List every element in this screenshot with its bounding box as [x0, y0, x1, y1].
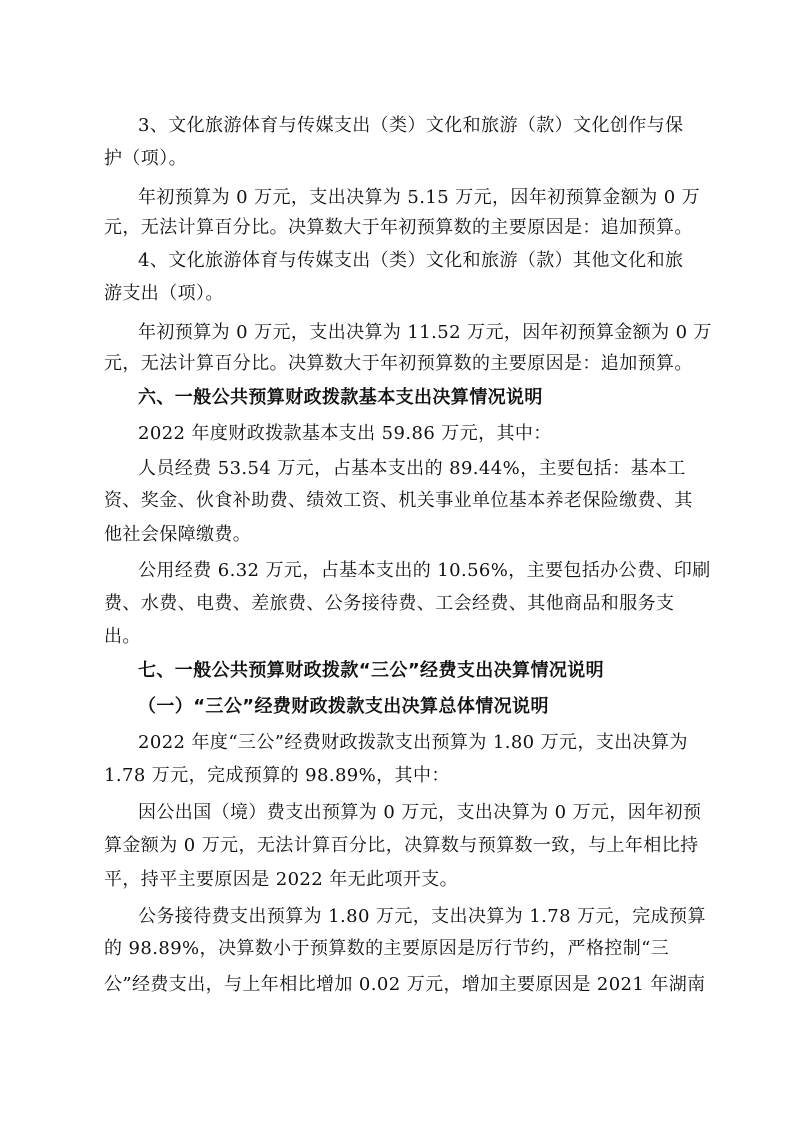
personnel-cost-line-1: 人员经费 53.54 万元，占基本支出的 89.44%，主要包括：基本工: [138, 458, 686, 479]
three-public-summary-line-1: 2022 年度“三公”经费财政拨款支出预算为 1.80 万元，支出决算为: [138, 732, 688, 753]
item-3-body-line-2: 元，无法计算百分比。决算数大于年初预算数的主要原因是：追加预算。: [104, 217, 693, 238]
reception-cost-line-2: 的 98.89%，决算数小于预算数的主要原因是厉行节约，严格控制“三: [104, 938, 670, 959]
section-6-heading: 六、一般公共预算财政拨款基本支出决算情况说明: [138, 387, 543, 408]
item-4-body-line-2: 元，无法计算百分比。决算数大于年初预算数的主要原因是：追加预算。: [104, 353, 693, 374]
overseas-cost-line-2: 算金额为 0 万元，无法计算百分比，决算数与预算数一致，与上年相比持: [104, 835, 699, 856]
reception-cost-line-1: 公务接待费支出预算为 1.80 万元，支出决算为 1.78 万元，完成预算: [138, 906, 706, 927]
personnel-cost-line-3: 他社会保障缴费。: [104, 524, 252, 545]
subsection-1-heading: （一）“三公”经费财政拨款支出决算总体情况说明: [138, 696, 549, 717]
overseas-cost-line-3: 平，持平主要原因是 2022 年无此项开支。: [104, 869, 459, 890]
item-4-title-line-1: 4、文化旅游体育与传媒支出（类）文化和旅游（款）其他文化和旅: [138, 250, 684, 271]
item-4-title-line-2: 游支出（项）。: [104, 283, 224, 304]
reception-cost-line-3: 公”经费支出，与上年相比增加 0.02 万元，增加主要原因是 2021 年湖南: [104, 974, 706, 995]
overseas-cost-line-1: 因公出国（境）费支出预算为 0 万元，支出决算为 0 万元，因年初预: [138, 802, 702, 823]
item-3-title-line-1: 3、文化旅游体育与传媒支出（类）文化和旅游（款）文化创作与保: [138, 115, 684, 136]
section-6-summary: 2022 年度财政拨款基本支出 59.86 万元，其中：: [138, 423, 552, 444]
item-4-body-line-1: 年初预算为 0 万元，支出决算为 11.52 万元，因年初预算金额为 0 万: [138, 322, 712, 343]
item-3-body-line-1: 年初预算为 0 万元，支出决算为 5.15 万元，因年初预算金额为 0 万: [138, 187, 701, 208]
public-cost-line-1: 公用经费 6.32 万元，占基本支出的 10.56%，主要包括办公费、印刷: [138, 560, 711, 581]
public-cost-line-3: 出。: [104, 626, 141, 647]
personnel-cost-line-2: 资、奖金、伙食补助费、绩效工资、机关事业单位基本养老保险缴费、其: [104, 490, 693, 511]
item-3-title-line-2: 护（项）。: [104, 148, 187, 169]
three-public-summary-line-2: 1.78 万元，完成预算的 98.89%，其中：: [104, 765, 450, 786]
public-cost-line-2: 费、水费、电费、差旅费、公务接待费、工会经费、其他商品和服务支: [104, 593, 675, 614]
section-7-heading: 七、一般公共预算财政拨款“三公”经费支出决算情况说明: [138, 660, 605, 681]
